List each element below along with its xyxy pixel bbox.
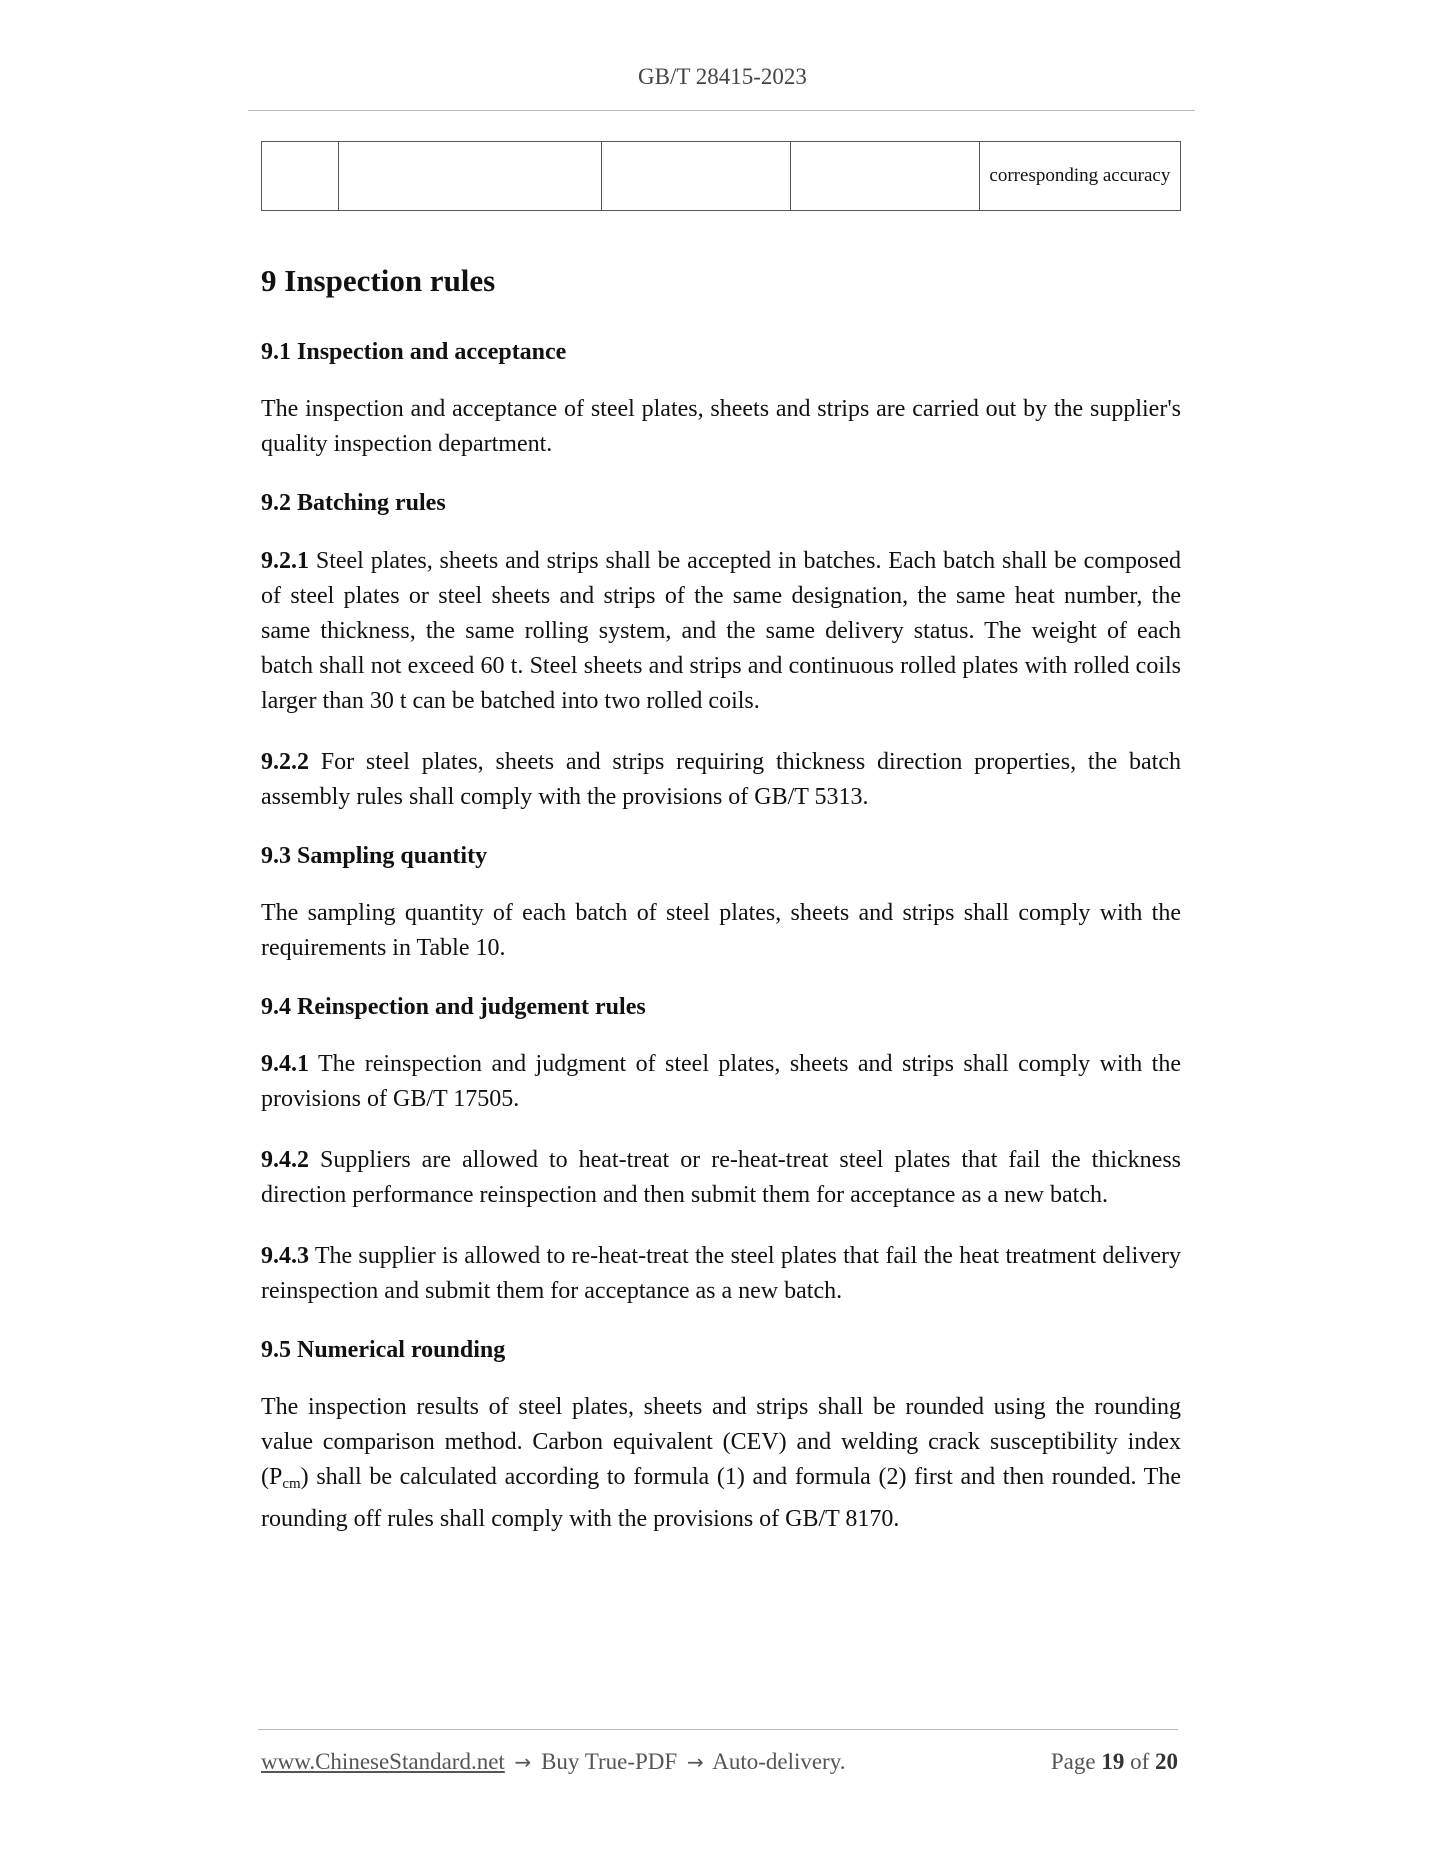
clause-number: 9.2.2 xyxy=(261,748,309,775)
clause-text: Steel plates, sheets and strips shall be accepted in batches. Each batch shall be composed of steel plates or steel sheets and strips of the same designation, the same heat number, the same thickness, the same rolling system, and the same delivery status. The weight of each batch shall not exceed 60 t. Steel sheets and strips and continuous rolled plates with rolled coils larger than 30 t can be batched into two rolled coils. xyxy=(261,547,1181,714)
table-cell xyxy=(339,142,602,211)
paragraph xyxy=(261,1143,1181,1213)
footer-divider xyxy=(258,1729,1178,1730)
right-arrow-icon: → xyxy=(514,1750,532,1774)
subsection-heading: 9.2 Batching rules xyxy=(261,490,446,517)
subsection-heading: 9.4 Reinspection and judgement rules xyxy=(261,993,646,1020)
page-total: 20 xyxy=(1155,1749,1178,1774)
right-arrow-icon: → xyxy=(686,1750,704,1774)
clause-number: 9.4.1 xyxy=(261,1050,309,1077)
paragraph xyxy=(261,1239,1181,1309)
table-continuation xyxy=(261,141,1181,211)
subsection-heading: 9.3 Sampling quantity xyxy=(261,842,488,869)
document-header: GB/T 28415-2023 xyxy=(638,64,807,89)
paragraph: The inspection and acceptance of steel plates, sheets and strips are carried out by the supplier's quality inspection department. xyxy=(261,396,1181,458)
clause-number: 9.4.3 xyxy=(261,1242,309,1269)
page-label: Page xyxy=(1050,1749,1096,1774)
table-cell xyxy=(262,142,339,211)
clause-text: The inspection results of steel plates, sheets and strips shall be rounded using the rounding value comparison method. Carbon equivalent (CEV) and welding crack susceptibility index (P xyxy=(261,1394,1181,1491)
paragraph xyxy=(261,1047,1181,1117)
auto-delivery-text: Auto-delivery. xyxy=(712,1749,846,1774)
clause-text: The supplier is allowed to re-heat-treat the steel plates that fail the heat treatment delivery reinspection and submit them for acceptance as a new batch. xyxy=(261,1242,1181,1304)
table-row xyxy=(262,142,1181,211)
page-current: 19 xyxy=(1101,1749,1125,1774)
clause-text: Suppliers are allowed to heat-treat or re-heat-treat steel plates that fail the thickness direction performance reinspection and then submit them for acceptance as a new batch. xyxy=(261,1146,1181,1208)
paragraph xyxy=(261,745,1181,815)
subsection-heading: 9.5 Numerical rounding xyxy=(261,1336,506,1363)
page-counter xyxy=(1051,1749,1178,1775)
footer-promo xyxy=(261,1749,845,1775)
paragraph xyxy=(261,1390,1181,1537)
clause-number: 9.4.2 xyxy=(261,1146,309,1173)
clause-text: The reinspection and judgment of steel plates, sheets and strips shall comply with the provisions of GB/T 17505. xyxy=(261,1050,1181,1112)
table-cell xyxy=(791,142,980,211)
paragraph: The sampling quantity of each batch of steel plates, sheets and strips shall comply with the requirements in Table 10. xyxy=(261,899,1181,961)
subsection-heading: 9.1 Inspection and acceptance xyxy=(261,339,567,366)
buy-pdf-text: Buy True-PDF xyxy=(541,1749,678,1774)
header-divider xyxy=(248,110,1195,111)
document-body xyxy=(261,262,1181,1563)
subscript: cm xyxy=(282,1476,301,1493)
table-cell: corresponding accuracy xyxy=(979,142,1180,211)
section-title: 9 Inspection rules xyxy=(261,263,496,298)
clause-number: 9.2.1 xyxy=(261,547,309,574)
of-label: of xyxy=(1130,1749,1150,1774)
clause-text: For steel plates, sheets and strips requiring thickness direction properties, the batch assembly rules shall comply with the provisions of GB/T 5313. xyxy=(261,748,1181,810)
table-cell xyxy=(602,142,791,211)
clause-text: ) shall be calculated according to formula (1) and formula (2) first and then rounded. The rounding off rules shall comply with the provisions of GB/T 8170. xyxy=(261,1464,1181,1533)
website-link[interactable]: www.ChineseStandard.net xyxy=(261,1749,505,1774)
paragraph xyxy=(261,544,1181,719)
